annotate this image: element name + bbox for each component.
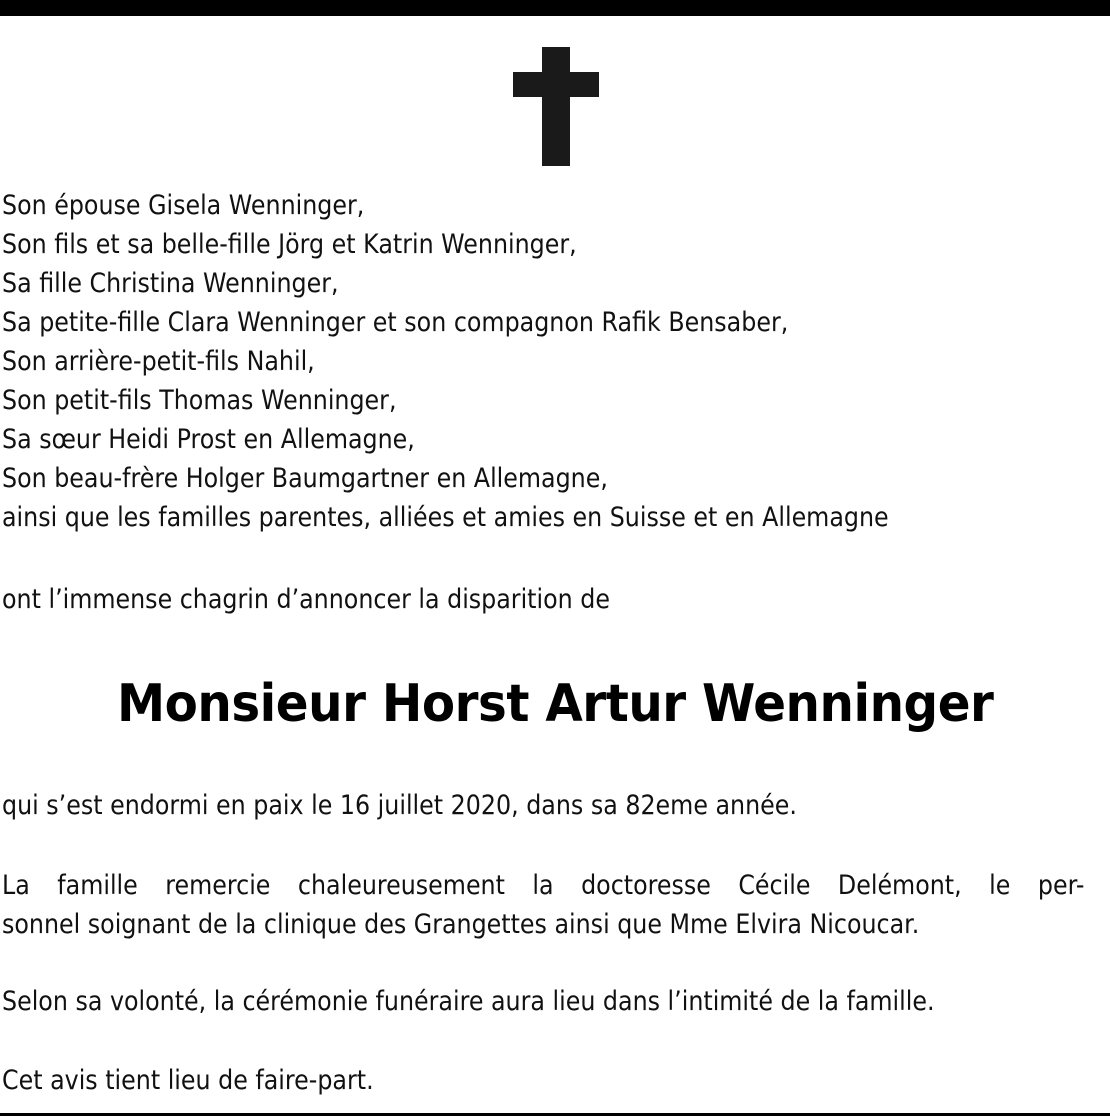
family-line: Son épouse Gisela Wenninger, (2, 190, 365, 221)
family-list (2, 186, 1108, 537)
family-line: Son arrière-petit-fils Nahil, (2, 346, 315, 377)
bottom-rule (0, 1113, 1110, 1116)
thanks-line-1: La famille remercie chaleureusement la doctoresse Cécile Delémont, le per- (2, 870, 1085, 901)
thanks-paragraph (2, 866, 1084, 944)
closing-text: Cet avis tient lieu de faire-part. (2, 1065, 374, 1096)
family-line: Sa petite-fille Clara Wenninger et son compagnon Rafik Bensaber, (2, 307, 789, 338)
family-line: ainsi que les familles parentes, alliées et amies en Suisse et en Allemagne (2, 502, 889, 533)
family-line: Son beau-frère Holger Baumgartner en Allemagne, (2, 463, 608, 494)
family-line: Son petit-fils Thomas Wenninger, (2, 385, 397, 416)
death-notice-text: qui s’est endormi en paix le 16 juillet 2020, dans sa 82eme année. (2, 790, 797, 821)
deceased-name-text: Monsieur Horst Artur Wenninger (116, 674, 994, 734)
family-line: Sa fille Christina Wenninger, (2, 268, 339, 299)
deceased-name (0, 668, 1110, 740)
thanks-line-2: sonnel soignant de la clinique des Grangettes ainsi que Mme Elvira Nicoucar. (2, 909, 920, 940)
family-line: Son fils et sa belle-fille Jörg et Katrin Wenninger, (2, 229, 577, 260)
top-rule (0, 0, 1110, 16)
announcement-text: ont l’immense chagrin d’annoncer la disparition de (2, 584, 610, 615)
family-line: Sa sœur Heidi Prost en Allemagne, (2, 424, 415, 455)
cross-icon (513, 47, 599, 166)
ceremony-text: Selon sa volonté, la cérémonie funéraire aura lieu dans l’intimité de la famille. (2, 986, 935, 1017)
